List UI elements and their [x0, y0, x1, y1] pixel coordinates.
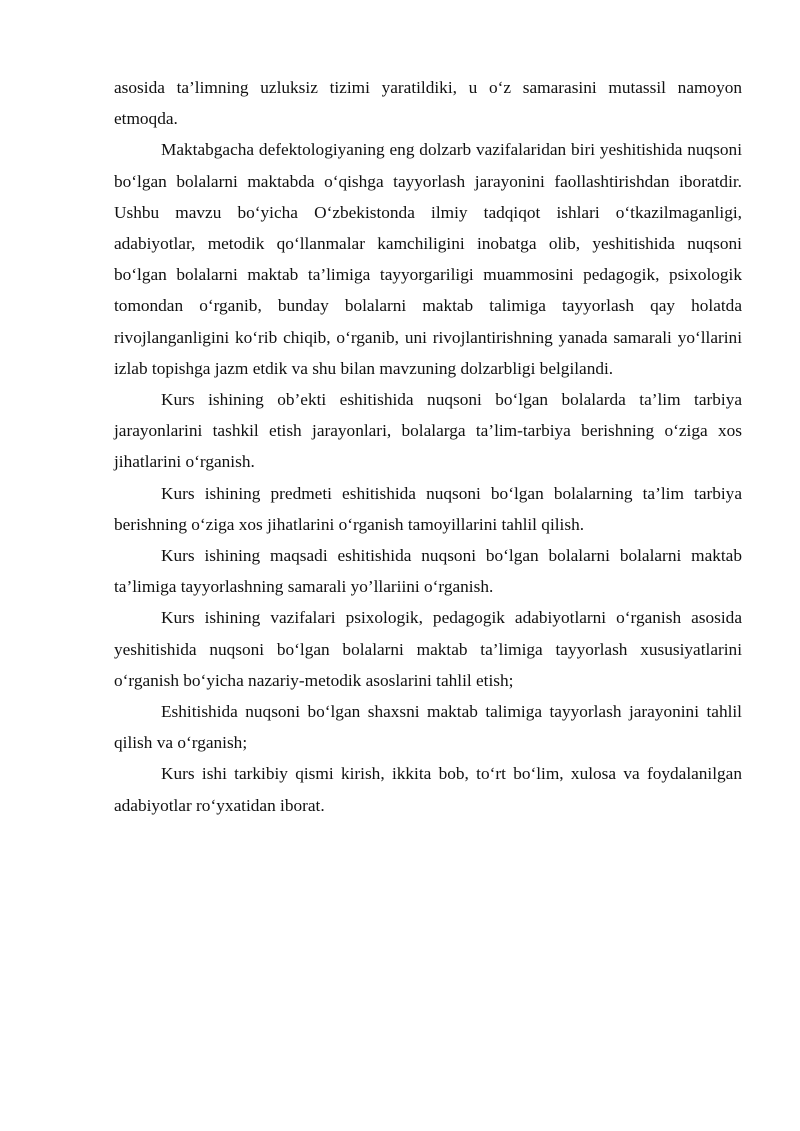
paragraph-continuation: asosida ta’limning uzluksiz tizimi yaratildiki, u o‘z samarasini mutassil namoyon etmoqda. — [114, 78, 742, 129]
paragraph-task-analysis: Eshitishida nuqsoni bo‘lgan shaxsni maktab talimiga tayyorlash jarayonini tahlil qilish va o‘rganish; — [114, 702, 742, 753]
document-page — [114, 72, 742, 821]
paragraph-relevance: Maktabgacha defektologiyaning eng dolzarb vazifalaridan biri yeshitishida nuqsoni bo‘lgan bolalarni maktabda o‘qishga tayyorlash jarayonini faollashtirishdan iboratdir. Ushbu mavzu bo‘yicha O‘zbekistonda ilmiy tadqiqot ishlari o‘tkazilmaganligi, adabiyotlar, metodik qo‘llanmalar kamchiligini inobatga olib, yeshitishida nuqsoni bo‘lgan bolalarni maktab ta’limiga tayyorgariligi muammosini pedagogik, psixologik tomondan o‘rganib, bunday bolalarni maktab talimiga tayyorlash qay holatda rivojlanganligini ko‘rib chiqib, o‘rganib, uni rivojlantirishning yanada samarali yo‘llarini izlab topishga jazm etdik va shu bilan mavzuning dolzarbligi belgilandi. — [114, 140, 742, 378]
paragraph-structure: Kurs ishi tarkibiy qismi kirish, ikkita bob, to‘rt bo‘lim, xulosa va foydalanilgan adabiyotlar ro‘yxatidan iborat. — [114, 764, 742, 815]
paragraph-tasks: Kurs ishining vazifalari psixologik, pedagogik adabiyotlarni o‘rganish asosida yeshitishida nuqsoni bo‘lgan bolalarni maktab ta’limiga tayyorlash xususiyatlarini o‘rganish bo‘yicha nazariy-metodik asoslarini tahlil etish; — [114, 608, 742, 690]
paragraph-subject: Kurs ishining predmeti eshitishida nuqsoni bo‘lgan bolalarning ta’lim tarbiya berishning o‘ziga xos jihatlarini o‘rganish tamoyillarini tahlil qilish. — [114, 483, 742, 534]
paragraph-object: Kurs ishining ob’ekti eshitishida nuqsoni bo‘lgan bolalarda ta’lim tarbiya jarayonlarini tashkil etish jarayonlari, bolalarga ta’lim-tarbiya berishning o‘ziga xos jihatlarini o‘rganish. — [114, 390, 742, 472]
paragraph-goal: Kurs ishining maqsadi eshitishida nuqsoni bo‘lgan bolalarni bolalarni maktab ta’limiga tayyorlashning samarali yo’llariini o‘rganish. — [114, 546, 742, 597]
